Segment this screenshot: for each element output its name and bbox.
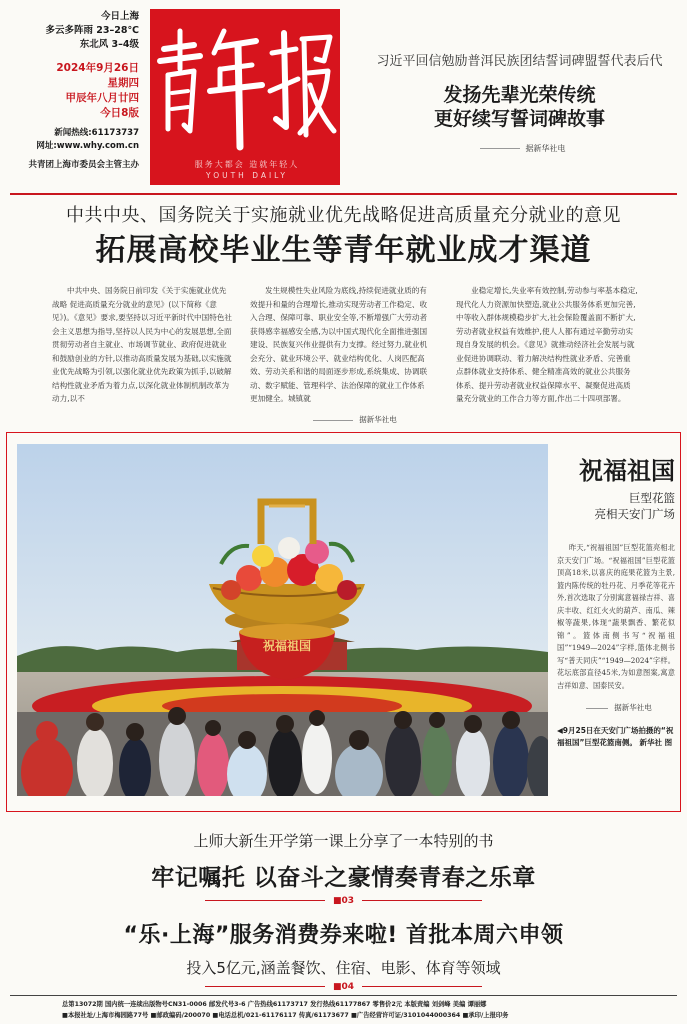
footer-divider (10, 995, 677, 996)
tiananmen-flower-basket-photo (17, 444, 548, 796)
lead-headline-line2: 更好续写誓词碑故事 (433, 108, 605, 130)
photo-source: 据新华社电 (557, 702, 675, 713)
main-article (52, 284, 652, 424)
story-03-kicker: 上师大新生开学第一课上分享了一本特别的书 (193, 832, 494, 850)
story-04-page-ref[interactable]: ■04 (0, 982, 687, 992)
photo-sidebar (557, 451, 675, 749)
main-source: 据新华社电 (52, 414, 652, 425)
footer-row-2: ■本报社址/上海市梅园路77号 ■邮政编码/200070 ■电话总机/021-61176117 传真/61173677 ■广告经营许可证/3101044000364 ■承印/上报印务 (62, 1012, 509, 1019)
article-column-3: 业稳定增长,失业率有效控制,劳动参与率基本稳定,现代化人力资源加快塑造,就业公共服务体系更加完善,中等收入群体规模稳步扩大,社会保险覆盖面不断扩大,劳动者就业权益有效维护,使人人都有通过辛勤劳动实现自身发展的机会。《意见》就推动经济社会发展与就业促进协调联动、着力解决结构性就业矛盾、完善重点群体就业支持体系、健全精准高效的就业公共服务体系、提升劳动者就业权益保障水平、凝聚促进高质量充分就业的工作合力等方面,作出二十四项部署。 (456, 286, 638, 403)
weather-wind: 东北风 3–4级 (79, 39, 139, 50)
photo-body: 昨天,“祝福祖国”巨型花篮亮相北京天安门广场。“祝福祖国”巨型花篮顶高18米,以喜庆的庭果花篮为主景,篮内陈传统的牡丹花、月季花等花卉外,首次选取了分别寓意福禄吉祥、喜庆丰收、红红火火的葫芦、南瓜、辣椒等蔬果,体现“蔬果飘香、繁花似锦”。篮体南侧书写“祝福祖国”“1949—2024”字样,篮体北侧书写“普天同庆”“1949—2024”字样。花坛底部直径45米,为如意图案,寓意吉祥如意、国泰民安。 (557, 543, 675, 690)
main-kicker: 中共中央、国务院关于实施就业优先战略促进高质量充分就业的意见 (66, 205, 621, 226)
lead-source: 据新华社电 (352, 143, 687, 154)
story-03[interactable] (0, 830, 687, 906)
story-04[interactable] (0, 918, 687, 992)
issue-date: 2024年9月26日 (56, 62, 139, 74)
lunar-date: 甲辰年八月廿四 (65, 92, 139, 104)
story-04-subtitle: 投入5亿元,涵盖餐饮、住宿、电影、体育等领域 (186, 959, 501, 977)
footer-row-1: 总第13072期 国内统一连续出版物号CN31-0006 邮发代号3-6 广告热线61173717 发行热线61177867 零售价2元 本版责编 刘剑峰 美编 谭丽娜 (62, 1001, 487, 1008)
main-story-headline (0, 201, 687, 271)
page-count: 今日8版 (100, 107, 139, 119)
photo-feature (6, 432, 681, 812)
issue-weekday: 星期四 (107, 77, 139, 89)
story-04-title: “乐·上海”服务消费券来啦! 首批本周六申领 (123, 923, 564, 948)
article-column-2: 发生规模性失业风险为底线,持续促进就业质的有效提升和量的合理增长,推动实现劳动者工作稳定、收入合理、保障可靠、职业安全等,不断增强广大劳动者获得感幸福感安全感,为以中国式现代化全面推进强国建设、民族复兴伟业提供有力支撑。经过努力,就业机会充分、就业环境公平、就业结构优化、人岗匹配高效、劳动关系和谐的局面逐步形成,系统集成、协调联动、数字赋能、管理科学、法治保障的就业工作体系更加健全。城镇就 (250, 286, 428, 403)
masthead (0, 0, 687, 192)
lead-story (352, 50, 687, 154)
story-04-page-ref-wrap (0, 982, 687, 992)
basket-inscription: 祝福祖国 (262, 639, 312, 653)
photo-subtitle-1: 巨型花篮 (629, 491, 675, 505)
divider (10, 193, 677, 195)
photo-title: 祝福祖国 (579, 456, 675, 485)
weather-condition: 多云多阵雨 23–28℃ (45, 25, 139, 36)
weather-block (28, 10, 139, 171)
news-hotline: 新闻热线:61173737 (54, 128, 139, 138)
logo-tagline: 服务大都会 造就年轻人 (194, 160, 300, 169)
photo-subtitle-2: 亮相天安门广场 (594, 507, 675, 521)
photo-caption: ◀9月25日在天安门广场拍摄的“祝福祖国”巨型花篮南侧。 新华社 图 (557, 726, 674, 747)
lead-headline-line1: 发扬先辈光荣传统 (443, 84, 596, 106)
story-03-title: 牢记嘱托 以奋斗之豪情奏青春之乐章 (151, 865, 536, 891)
main-headline: 拓展高校毕业生等青年就业成才渠道 (95, 233, 592, 268)
newspaper-logo (150, 9, 340, 185)
logo-english: YOUTH DAILY (206, 171, 288, 180)
weather-label: 今日上海 (100, 11, 139, 22)
sponsor: 共青团上海市委员会主管主办 (28, 160, 139, 170)
lead-kicker: 习近平回信勉励普洱民族团结誓词碑盟誓代表后代 (376, 54, 663, 69)
website: 网址:www.why.com.cn (36, 141, 139, 151)
article-column-1: 中共中央、国务院日前印发《关于实施就业优先战略 促进高质量充分就业的意见》(以下简称《意见》)。《意见》要求,要坚持以习近平新时代中国特色社会主义思想为指导,坚持以人民为中心的发展思想,全面贯彻劳动者自主就业、市场调节就业、政府促进就业和鼓励创业的方针,以推动高质量发展为基础,以实施就业优先战略为引领,以强化就业优先政策为抓手,以破解结构性就业矛盾为着力点,以深化就业体制机制改革为动力,以不 (52, 286, 233, 403)
story-03-page-ref[interactable]: ■03 (0, 896, 687, 906)
